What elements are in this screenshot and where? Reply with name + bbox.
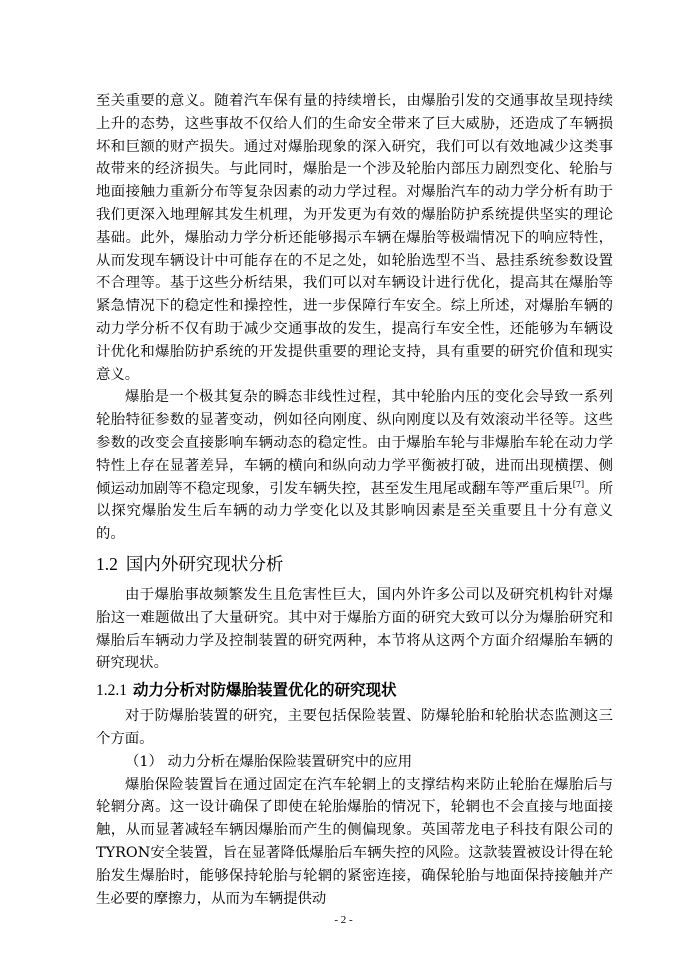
subsection-heading <box>96 678 613 703</box>
page-number: - 2 - <box>334 914 353 926</box>
paragraph-3: 由于爆胎事故频繁发生且危害性巨大，国内外许多公司以及研究机构针对爆胎这一难题做出了大量研究。其中对于爆胎方面的研究大致可以分为爆胎研究和爆胎后车辆动力学及控制装置的研究两种，本节将从这两个方面介绍爆胎车辆的研究现状。 <box>96 586 613 672</box>
list-item-heading <box>96 751 613 774</box>
page-content <box>96 90 613 910</box>
paragraph-5: 爆胎保险装置旨在通过固定在汽车轮辋上的支撑结构来防止轮胎在爆胎后与轮辋分离。这一设计确保了即使在轮胎爆胎的情况下，轮辋也不会直接与地面接触，从而显著减轻车辆因爆胎而产生的侧偏现象。英国蒂龙电子科技有限公司的TYRON安全装置，旨在显著降低爆胎后车辆失控的风险。这款装置被设计得在轮胎发生爆胎时，能够保持轮胎与轮辋的紧密连接，确保轮胎与地面保持接触并产生必要的摩擦力，从而为车辆提供动 <box>96 776 613 907</box>
citation-ref: [7] <box>572 479 585 489</box>
paragraph-2 <box>96 386 613 546</box>
subsection-title: 动力分析对防爆胎装置优化的研究现状 <box>133 681 397 700</box>
paragraph-2-text: 爆胎是一个极其复杂的瞬态非线性过程，其中轮胎内压的变化会导致一系列轮胎特征参数的显著变动，例如径向刚度、纵向刚度以及有效滚动半径等。这些参数的改变会直接影响车辆动态的稳定性。由于爆胎车轮与非爆胎车轮在动力学特性上存在显著差异，车辆的横向和纵向动力学平衡被打破，进而出现横摆、侧倾运动加剧等不稳定现象，引发车辆失控，甚至发生甩尾或翻车等严重后果 <box>96 389 613 497</box>
paragraph-4: 对于防爆胎装置的研究，主要包括保险装置、防爆轮胎和轮胎状态监测这三个方面。 <box>96 708 613 747</box>
section-heading <box>96 551 613 578</box>
list-item-label: （1） <box>125 753 163 770</box>
section-title: 国内外研究现状分析 <box>125 554 284 575</box>
section-number: 1.2 <box>96 553 118 574</box>
subsection-number: 1.2.1 <box>96 682 127 700</box>
paragraph-1: 至关重要的意义。随着汽车保有量的持续增长，由爆胎引发的交通事故呈现持续上升的态势，这些事故不仅给人们的生命安全带来了巨大威胁，还造成了车辆损坏和巨额的财产损失。通过对爆胎现象的深入研究，我们可以有效地减少这类事故带来的经济损失。与此同时，爆胎是一个涉及轮胎内部压力剧烈变化、轮胎与地面接触力重新分布等复杂因素的动力学过程。对爆胎汽车的动力学分析有助于我们更深入地理解其发生机理，为开发更为有效的爆胎防护系统提供坚实的理论基础。此外，爆胎动力学分析还能够揭示车辆在爆胎等极端情况下的响应特性，从而发现车辆设计中可能存在的不足之处，如轮胎选型不当、悬挂系统参数设置不合理等。基于这些分析结果，我们可以对车辆设计进行优化，提高其在爆胎等紧急情况下的稳定性和操控性，进一步保障行车安全。综上所述，对爆胎车辆的动力学分析不仅有助于减少交通事故的发生，提高行车安全性，还能够为车辆设计优化和爆胎防护系统的开发提供重要的理论支持，具有重要的研究价值和现实意义。 <box>96 93 613 383</box>
paragraph-2-text-end: 。所以探究爆胎发生后车辆的动力学变化以及其影响因素是至关重要且十分有意义的。 <box>96 480 613 543</box>
list-item-text: 动力分析在爆胎保险装置研究中的应用 <box>167 753 413 770</box>
